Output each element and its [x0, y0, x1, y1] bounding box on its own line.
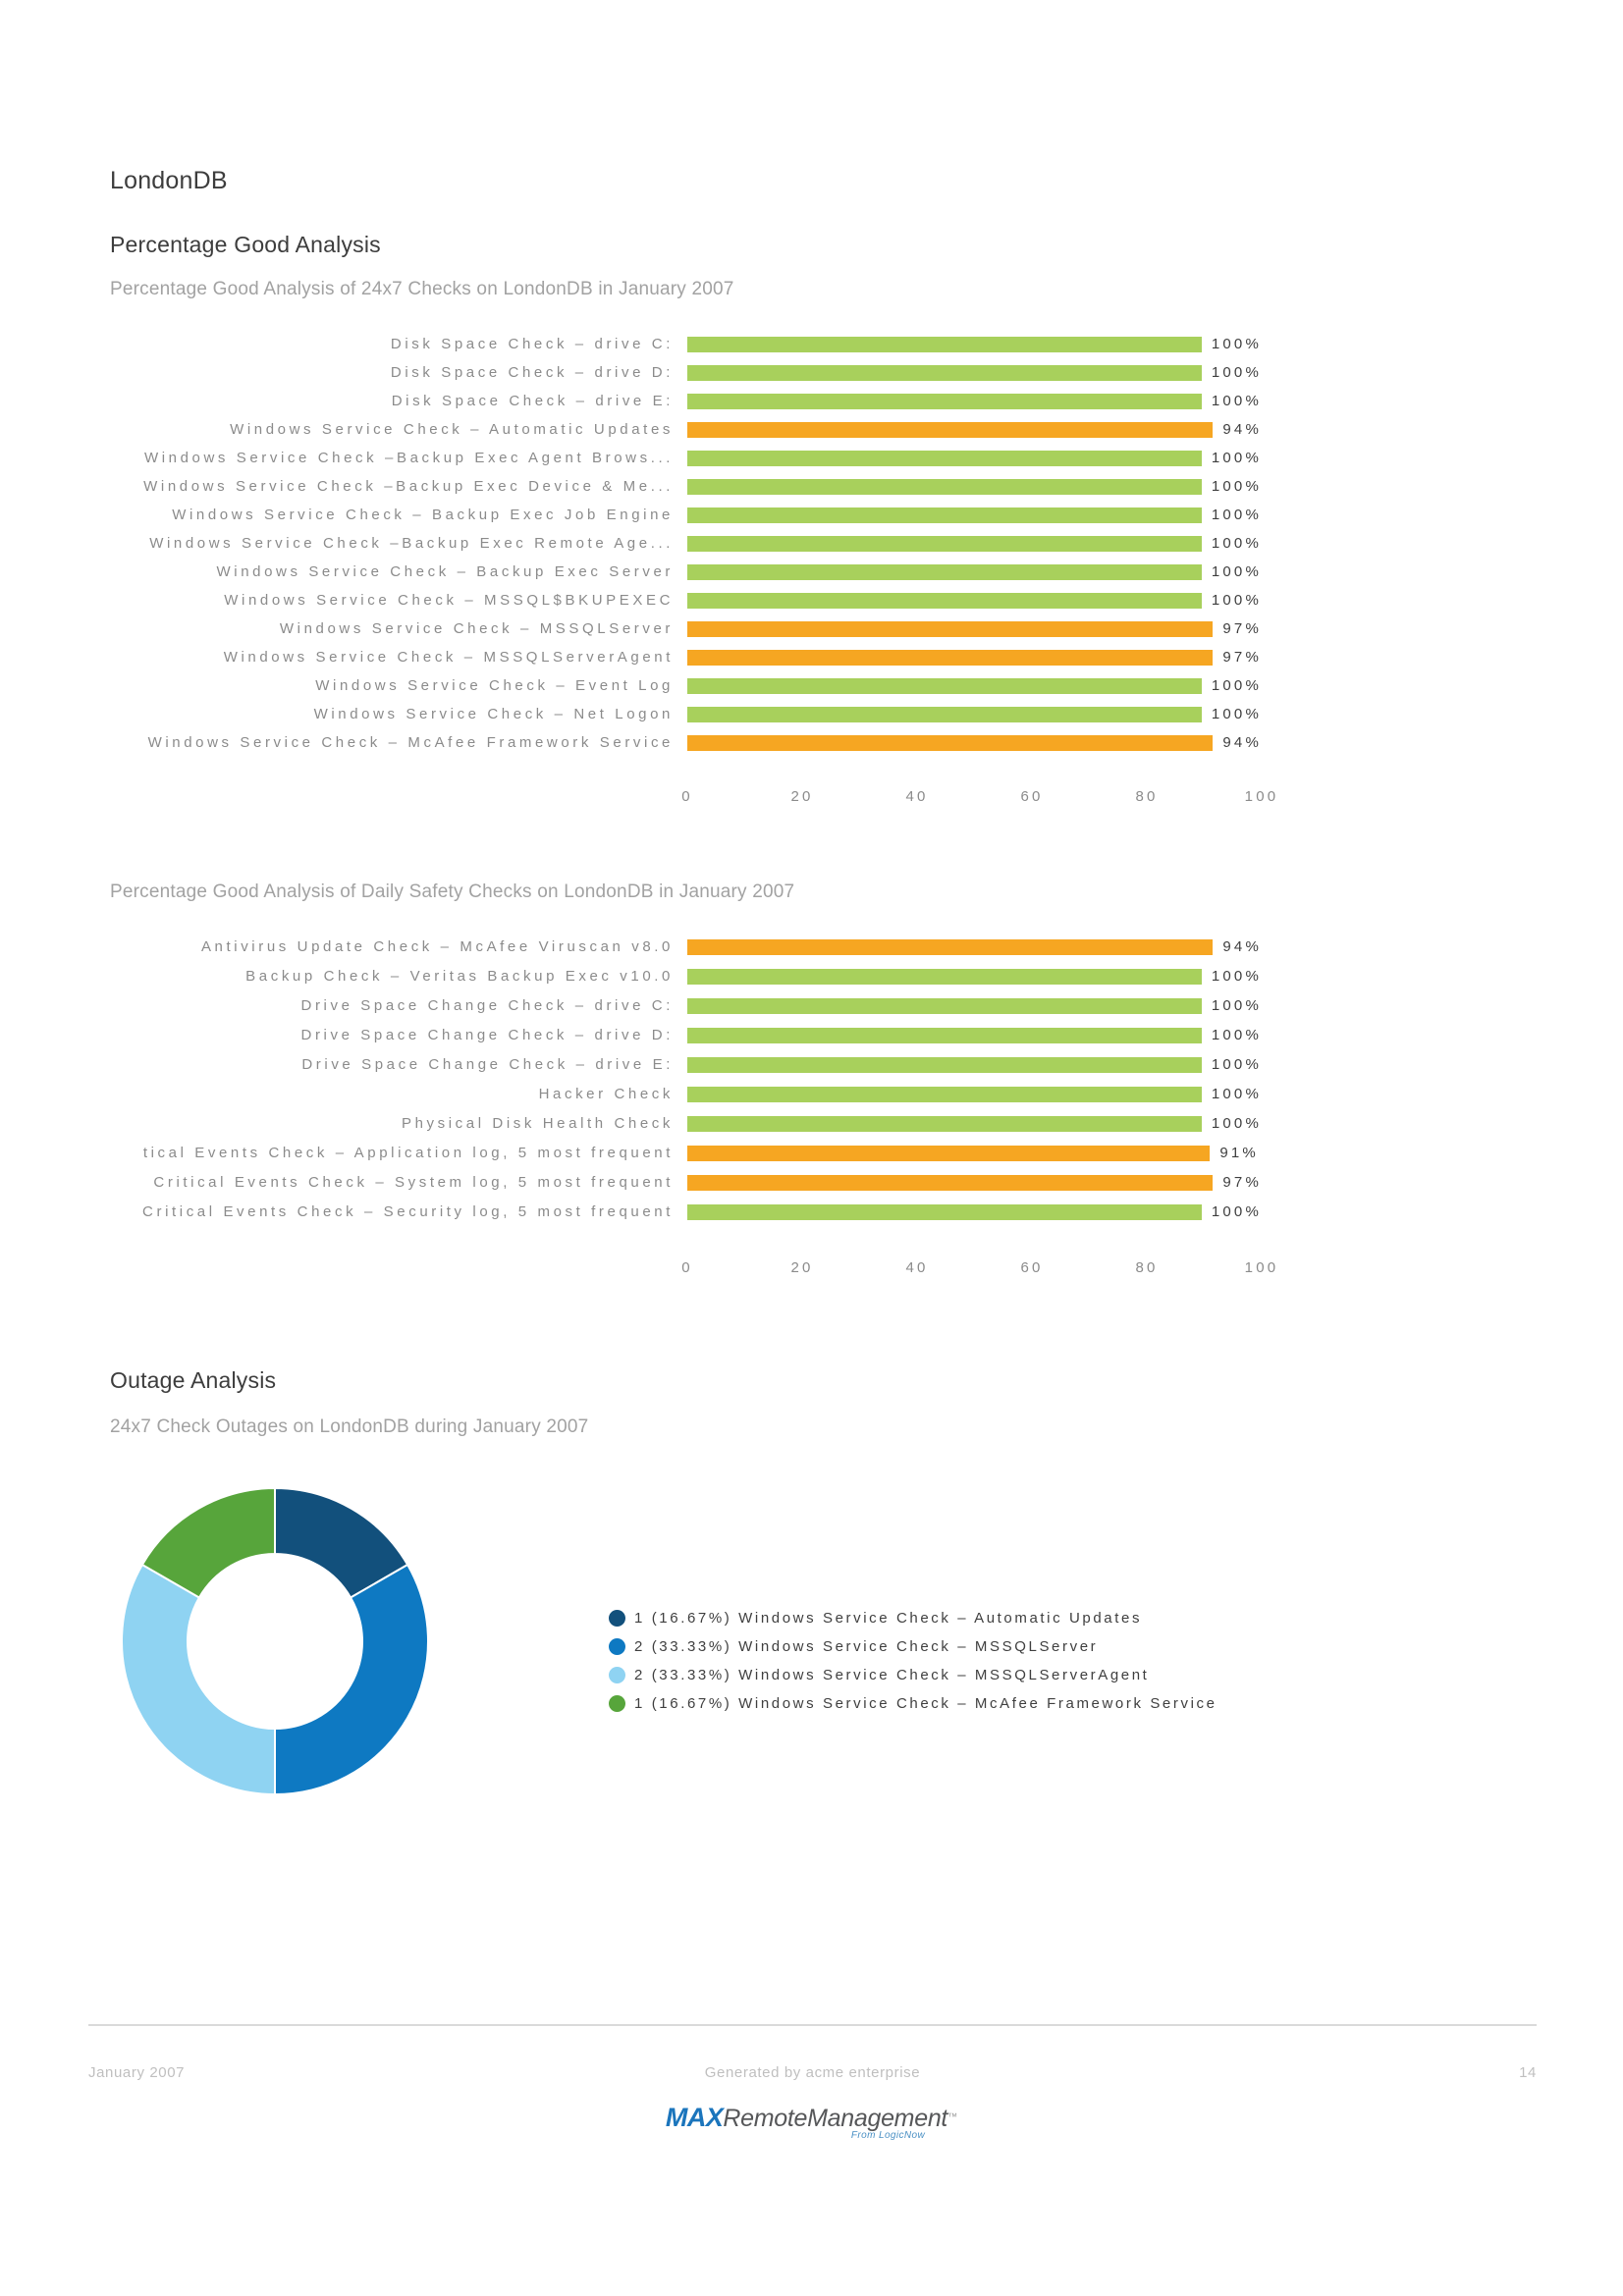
bar-label: tical Events Check – Application log, 5 most frequent: [142, 1146, 674, 1161]
bar-value: 100%: [1211, 535, 1262, 552]
page-title: LondonDB: [110, 167, 228, 194]
bar-row: [88, 507, 1262, 523]
bar-row: [88, 650, 1262, 666]
axis-tick: 40: [905, 1259, 929, 1276]
bar-label: Critical Events Check – Security log, 5 most frequent: [142, 1204, 674, 1220]
bar-track: [687, 451, 1262, 466]
bar: [687, 1146, 1210, 1161]
bar-row: [88, 969, 1262, 985]
bar-chart-24x7-checks: [88, 337, 1262, 764]
bar: [687, 337, 1202, 352]
bar-track: [687, 707, 1262, 722]
bar-label: Windows Service Check – MSSQLServerAgent: [223, 650, 674, 666]
bar-row: [88, 536, 1262, 552]
bar-row: [88, 621, 1262, 637]
axis-tick: 80: [1135, 788, 1159, 805]
bar-label: Drive Space Change Check – drive E:: [301, 1057, 674, 1073]
bar-label: Windows Service Check –Backup Exec Agent Brows...: [143, 451, 674, 466]
bar-value: 97%: [1222, 649, 1262, 666]
legend-dot: [609, 1638, 625, 1655]
bar-track: [687, 969, 1262, 985]
bar-value: 100%: [1211, 563, 1262, 580]
bar-row: [88, 1116, 1262, 1132]
axis-tick: 0: [681, 788, 693, 805]
max-remote-management-logo: [0, 2103, 1623, 2141]
bar: [687, 564, 1202, 580]
bar-label: Windows Service Check – Automatic Updates: [230, 422, 674, 438]
bar-value: 100%: [1211, 1056, 1262, 1073]
bar-row: [88, 337, 1262, 352]
bar-value: 100%: [1211, 1115, 1262, 1132]
bar-label: Windows Service Check – Net Logon: [313, 707, 674, 722]
bar-value: 100%: [1211, 507, 1262, 523]
bar-value: 100%: [1211, 393, 1262, 409]
bar-label: Antivirus Update Check – McAfee Viruscan v8.0: [200, 939, 674, 955]
bar-value: 100%: [1211, 1086, 1262, 1102]
bar-value: 100%: [1211, 478, 1262, 495]
bar-label: Disk Space Check – drive E:: [391, 394, 674, 409]
footer-page-number: 14: [1519, 2064, 1537, 2081]
bar-track: [687, 337, 1262, 352]
bar-label: Critical Events Check – System log, 5 most frequent: [153, 1175, 674, 1191]
legend-label: 1 (16.67%) Windows Service Check – Automatic Updates: [634, 1610, 1143, 1627]
bar-row: [88, 394, 1262, 409]
bar: [687, 1087, 1202, 1102]
bar-label: Windows Service Check –Backup Exec Device & Me...: [143, 479, 674, 495]
legend-label: 2 (33.33%) Windows Service Check – MSSQLServer: [634, 1638, 1099, 1655]
bar-row: [88, 939, 1262, 955]
bar-track: [687, 1146, 1262, 1161]
outage-donut-chart: [116, 1482, 434, 1800]
legend-item: [609, 1632, 1377, 1661]
bar-track: [687, 1087, 1262, 1102]
bar-label: Windows Service Check – Backup Exec Job Engine: [172, 507, 674, 523]
bar-value: 94%: [1222, 938, 1262, 955]
bar-track: [687, 650, 1262, 666]
bar-row: [88, 1204, 1262, 1220]
bar: [687, 593, 1202, 609]
bar-value: 100%: [1211, 677, 1262, 694]
legend-label: 2 (33.33%) Windows Service Check – MSSQLServerAgent: [634, 1667, 1150, 1683]
bar-value: 94%: [1222, 734, 1262, 751]
chart1-x-axis: [681, 788, 1279, 808]
bar-row: [88, 1175, 1262, 1191]
donut-slice: [275, 1565, 428, 1794]
bar-label: Backup Check – Veritas Backup Exec v10.0: [245, 969, 674, 985]
section-heading-percentage-good: Percentage Good Analysis: [110, 232, 381, 257]
bar: [687, 1028, 1202, 1043]
bar-label: Windows Service Check – Event Log: [315, 678, 674, 694]
legend-label: 1 (16.67%) Windows Service Check – McAfee Framework Service: [634, 1695, 1217, 1712]
section-heading-outage-analysis: Outage Analysis: [110, 1367, 277, 1393]
bar: [687, 1116, 1202, 1132]
bar-track: [687, 593, 1262, 609]
legend-item: [609, 1604, 1377, 1632]
legend-dot: [609, 1610, 625, 1627]
bar-track: [687, 507, 1262, 523]
outage-legend: [609, 1604, 1377, 1718]
footer-divider: [88, 2024, 1537, 2026]
bar-value: 91%: [1219, 1145, 1259, 1161]
bar-value: 97%: [1222, 620, 1262, 637]
bar: [687, 507, 1202, 523]
bar-row: [88, 479, 1262, 495]
bar-label: Hacker Check: [538, 1087, 674, 1102]
bar-row: [88, 593, 1262, 609]
bar: [687, 650, 1213, 666]
bar-track: [687, 1057, 1262, 1073]
bar-row: [88, 735, 1262, 751]
bar-row: [88, 564, 1262, 580]
bar-value: 100%: [1211, 450, 1262, 466]
axis-tick: 60: [1020, 1259, 1044, 1276]
chart2-x-axis: [681, 1259, 1279, 1279]
bar: [687, 735, 1213, 751]
bar-row: [88, 365, 1262, 381]
bar-track: [687, 479, 1262, 495]
footer-generated-by: Generated by acme enterprise: [704, 2064, 921, 2081]
bar-row: [88, 1028, 1262, 1043]
bar-value: 100%: [1211, 364, 1262, 381]
bar-value: 94%: [1222, 421, 1262, 438]
axis-tick: 40: [905, 788, 929, 805]
bar-chart-daily-safety-checks: [88, 939, 1262, 1234]
bar: [687, 998, 1202, 1014]
bar-track: [687, 1028, 1262, 1043]
bar-row: [88, 998, 1262, 1014]
bar: [687, 536, 1202, 552]
bar-label: Physical Disk Health Check: [402, 1116, 674, 1132]
legend-dot: [609, 1695, 625, 1712]
bar-value: 100%: [1211, 1203, 1262, 1220]
bar-label: Windows Service Check – MSSQL$BKUPEXEC: [224, 593, 674, 609]
bar-row: [88, 1087, 1262, 1102]
bar-track: [687, 939, 1262, 955]
bar-track: [687, 735, 1262, 751]
legend-item: [609, 1661, 1377, 1689]
bar-row: [88, 451, 1262, 466]
axis-tick: 60: [1020, 788, 1044, 805]
bar: [687, 479, 1202, 495]
chart2-subtitle: Percentage Good Analysis of Daily Safety Checks on LondonDB in January 2007: [110, 881, 795, 902]
bar-label: Windows Service Check – MSSQLServer: [279, 621, 674, 637]
bar-track: [687, 678, 1262, 694]
bar: [687, 394, 1202, 409]
bar-value: 100%: [1211, 997, 1262, 1014]
bar-track: [687, 1175, 1262, 1191]
bar: [687, 939, 1213, 955]
bar: [687, 1057, 1202, 1073]
bar-label: Disk Space Check – drive C:: [390, 337, 674, 352]
axis-tick: 80: [1135, 1259, 1159, 1276]
bar: [687, 969, 1202, 985]
bar-row: [88, 678, 1262, 694]
bar-label: Drive Space Change Check – drive D:: [300, 1028, 674, 1043]
bar-value: 100%: [1211, 336, 1262, 352]
logo-trademark: ™: [947, 2111, 958, 2123]
bar-row: [88, 1057, 1262, 1073]
axis-tick: 100: [1244, 788, 1279, 805]
legend-dot: [609, 1667, 625, 1683]
logo-from-logicnow: From LogicNow: [850, 2130, 926, 2141]
bar-row: [88, 1146, 1262, 1161]
bar: [687, 451, 1202, 466]
legend-item: [609, 1689, 1377, 1718]
donut-slice: [122, 1565, 275, 1794]
bar: [687, 365, 1202, 381]
bar-row: [88, 707, 1262, 722]
bar: [687, 678, 1202, 694]
bar-label: Windows Service Check –Backup Exec Remote Age...: [149, 536, 674, 552]
axis-tick: 20: [790, 1259, 814, 1276]
bar-track: [687, 365, 1262, 381]
bar-value: 100%: [1211, 706, 1262, 722]
bar: [687, 1204, 1202, 1220]
bar: [687, 621, 1213, 637]
bar-track: [687, 1116, 1262, 1132]
outage-subtitle: 24x7 Check Outages on LondonDB during January 2007: [110, 1416, 589, 1437]
footer-date: January 2007: [88, 2064, 186, 2081]
bar-label: Disk Space Check – drive D:: [390, 365, 674, 381]
axis-tick: 100: [1244, 1259, 1279, 1276]
bar-value: 100%: [1211, 968, 1262, 985]
logo-max-text: MAX: [665, 2103, 724, 2132]
bar-label: Drive Space Change Check – drive C:: [300, 998, 674, 1014]
bar-track: [687, 536, 1262, 552]
bar-value: 97%: [1222, 1174, 1262, 1191]
bar-track: [687, 394, 1262, 409]
chart1-subtitle: Percentage Good Analysis of 24x7 Checks on LondonDB in January 2007: [110, 279, 734, 299]
axis-tick: 0: [681, 1259, 693, 1276]
bar-label: Windows Service Check – Backup Exec Server: [216, 564, 674, 580]
bar-track: [687, 998, 1262, 1014]
logo-remotemanagement-text: RemoteManagement: [723, 2105, 948, 2132]
footer: [88, 2064, 1537, 2081]
bar: [687, 707, 1202, 722]
bar-track: [687, 564, 1262, 580]
bar: [687, 1175, 1213, 1191]
bar-value: 100%: [1211, 1027, 1262, 1043]
bar-value: 100%: [1211, 592, 1262, 609]
axis-tick: 20: [790, 788, 814, 805]
donut-svg: [116, 1482, 434, 1800]
bar-track: [687, 1204, 1262, 1220]
bar-label: Windows Service Check – McAfee Framework Service: [147, 735, 674, 751]
bar-row: [88, 422, 1262, 438]
bar-track: [687, 621, 1262, 637]
bar: [687, 422, 1213, 438]
bar-track: [687, 422, 1262, 438]
